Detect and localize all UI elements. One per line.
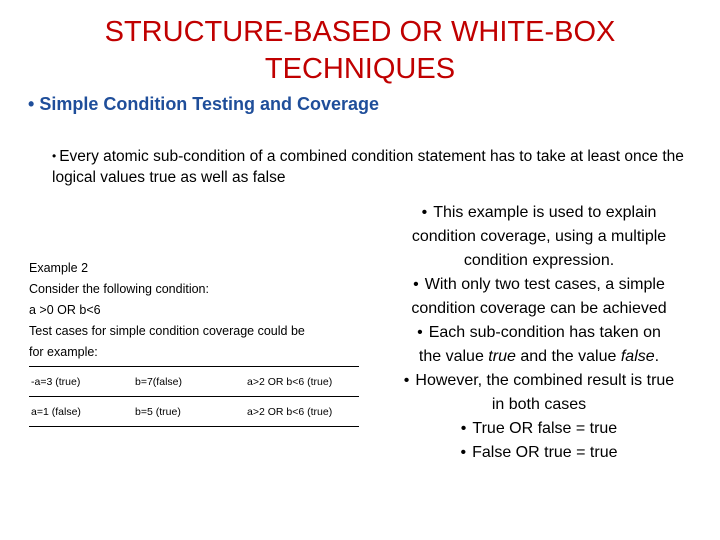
sub-list-item — [364, 321, 714, 345]
sub-list-item — [364, 417, 714, 441]
sub-list-item — [364, 441, 714, 465]
table-cell: b=5 (true) — [133, 397, 245, 427]
bullet-icon: • — [460, 420, 467, 437]
bullet-icon: • — [52, 149, 57, 163]
table-cell: a=1 (false) — [29, 397, 133, 427]
list-item — [364, 369, 714, 393]
bullet-icon: • — [413, 276, 419, 293]
bullet-icon: • — [421, 204, 428, 221]
explanation-list — [364, 201, 714, 465]
text-run: . — [654, 348, 660, 365]
slide-title — [90, 14, 630, 88]
list-item-text: However, the combined result is true — [415, 372, 675, 389]
definition-text: Every atomic sub-condition of a combined condition statement has to take at least once the logical values true as well as false — [52, 148, 684, 186]
table-row — [29, 397, 359, 427]
list-item-continued: condition coverage, using a multiple — [411, 228, 667, 245]
list-item-text: With only two test cases, a simple — [424, 276, 665, 293]
list-item-continued: condition coverage can be achieved — [411, 300, 667, 317]
list-item-continued: in both cases — [491, 396, 587, 413]
text-run: the value — [418, 348, 489, 365]
list-item — [364, 273, 714, 297]
list-item-text: True OR false = true — [472, 420, 618, 437]
list-item-continued: condition expression. — [463, 252, 615, 269]
sub-heading-text: Simple Condition Testing and Coverage — [39, 94, 380, 114]
slide-title-line-2: TECHNIQUES — [264, 53, 456, 85]
bullet-icon: • — [28, 94, 35, 114]
example-text-block — [29, 258, 359, 363]
definition-paragraph — [52, 146, 692, 188]
example-line: Consider the following condition: — [29, 282, 209, 296]
example-line: a >0 OR b<6 — [29, 303, 101, 317]
example-line: for example: — [29, 345, 98, 359]
bullet-icon: • — [403, 372, 410, 389]
test-case-table — [29, 366, 359, 427]
example-line: Example 2 — [29, 261, 89, 275]
table-cell: a>2 OR b<6 (true) — [245, 397, 359, 427]
bullet-icon: • — [417, 324, 423, 341]
text-run: and the value — [515, 348, 621, 365]
example-line: Test cases for simple condition coverage could be — [29, 324, 305, 338]
emphasis-false: false — [620, 348, 655, 365]
table-cell: b=7(false) — [133, 367, 245, 397]
slide-title-line-1: STRUCTURE-BASED OR WHITE-BOX — [104, 16, 616, 48]
list-item — [364, 201, 714, 225]
list-item-text: This example is used to explain — [433, 204, 657, 221]
sub-heading — [28, 92, 628, 116]
emphasis-true: true — [488, 348, 516, 365]
table-row — [29, 367, 359, 397]
list-item-text: False OR true = true — [472, 444, 618, 461]
table-cell: -a=3 (true) — [29, 367, 133, 397]
table-cell: a>2 OR b<6 (true) — [245, 367, 359, 397]
list-item-text: Each sub-condition has taken on — [428, 324, 661, 341]
sub-list-item-continued — [364, 345, 714, 369]
bullet-icon: • — [460, 444, 467, 461]
